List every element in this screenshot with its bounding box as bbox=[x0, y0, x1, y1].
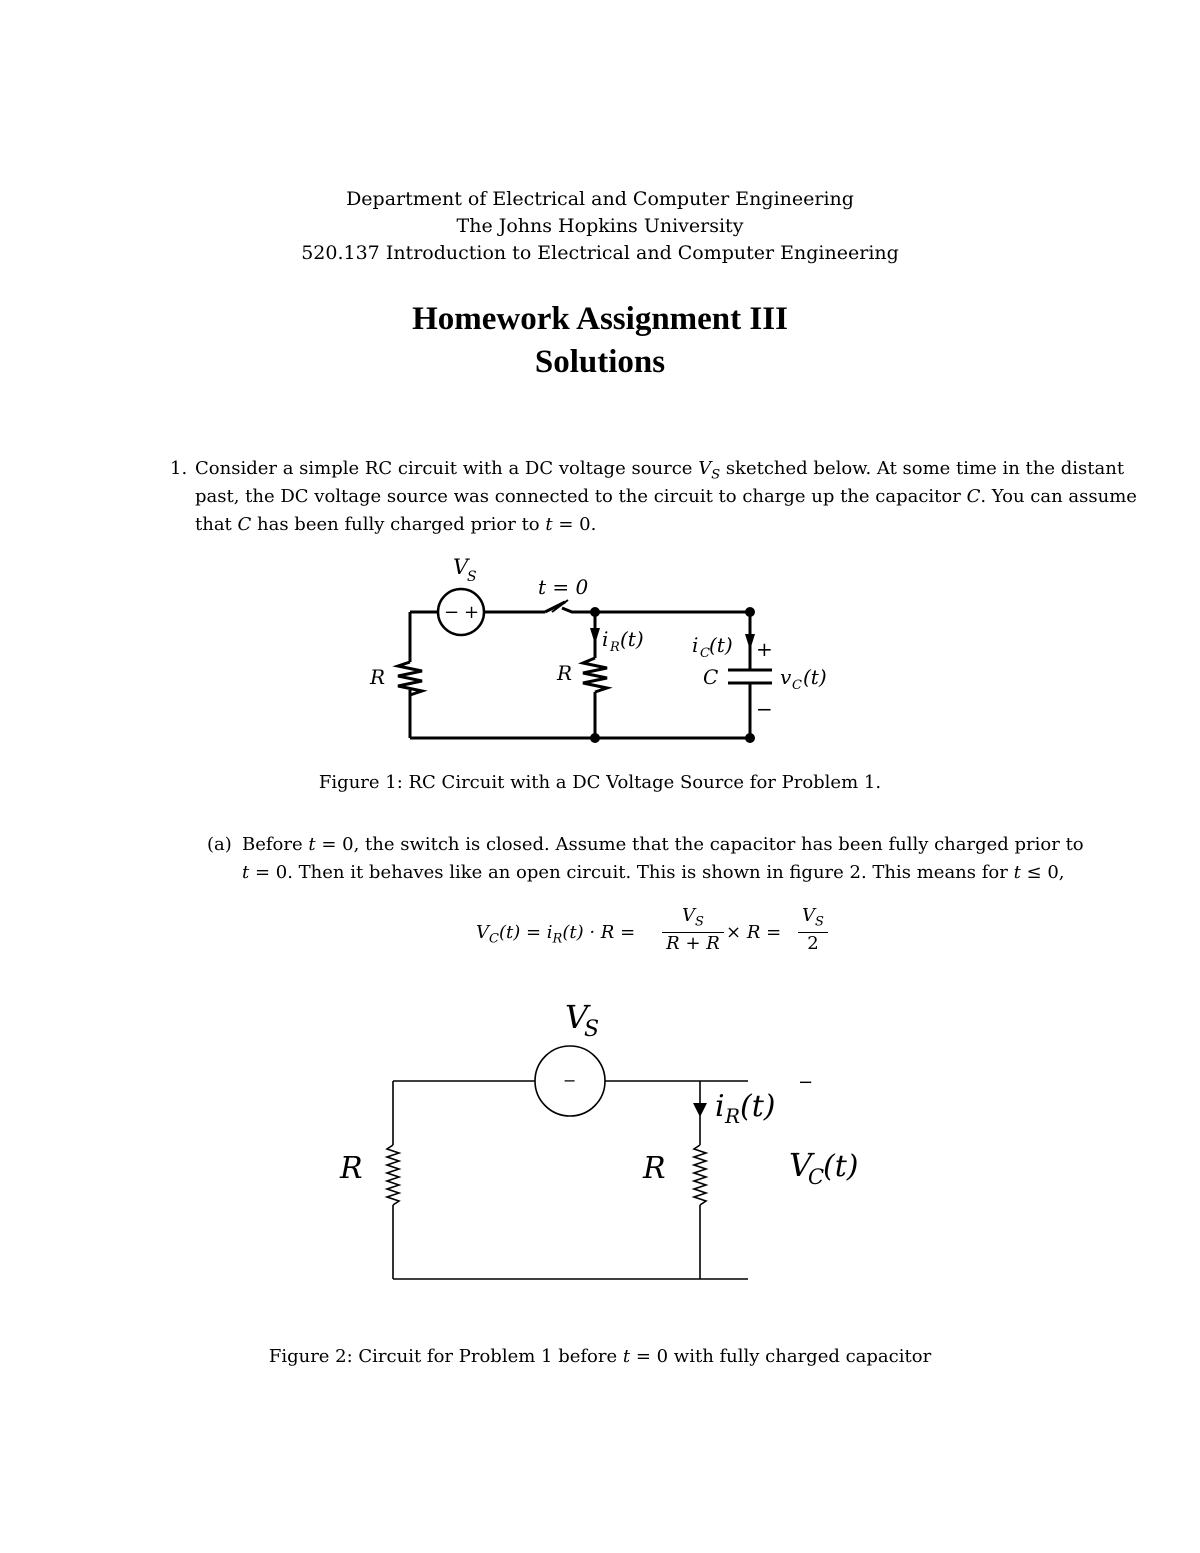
part-a-line2-b: ≤ 0, bbox=[1020, 862, 1065, 883]
fig1-cap-label: C bbox=[703, 665, 719, 689]
fig2-r-mid: R bbox=[643, 1151, 666, 1186]
fig2-ir-label: i bbox=[715, 1089, 725, 1124]
eq-vc-symbol: V bbox=[476, 922, 489, 943]
solutions-title: Solutions bbox=[534, 344, 666, 380]
problem1-line2-b: . You can assume bbox=[980, 486, 1137, 507]
fig1-ic-label: i bbox=[692, 633, 699, 657]
eq-vc-arg: (t) = bbox=[498, 922, 547, 943]
fig2-vs-label: V bbox=[565, 998, 589, 1036]
frac2-num: V bbox=[802, 905, 816, 926]
part-a-line1-b: = 0, the switch is closed. Assume that the capacitor has been fully charged prior to bbox=[315, 834, 1084, 855]
problem1-line3-b: has been fully charged prior to bbox=[251, 514, 546, 535]
fig2-ir-sub: R bbox=[725, 1104, 741, 1128]
part-a-line2-a: = 0. Then it behaves like an open circuit. This is shown in figure 2. This means for bbox=[249, 862, 1014, 883]
node-top-right bbox=[745, 607, 755, 617]
ir-arrow-icon bbox=[590, 628, 600, 644]
fig1-r-mid: R bbox=[557, 661, 573, 685]
fig2-ir-arg: (t) bbox=[740, 1089, 776, 1124]
problem-number: 1. bbox=[170, 458, 188, 479]
fig2-source-minus: − bbox=[563, 1071, 577, 1090]
fig1-ir-sub: R bbox=[610, 640, 620, 655]
source-minus-sign: − bbox=[444, 602, 460, 623]
fig2-caption-time: t bbox=[622, 1346, 631, 1367]
fig2-vc-label: V bbox=[789, 1146, 813, 1184]
fraction1 bbox=[662, 905, 724, 954]
department-line: Department of Electrical and Computer Engineering bbox=[346, 188, 854, 210]
cap-minus-sign: − bbox=[756, 697, 773, 721]
eq-ir-sub: R bbox=[552, 931, 563, 947]
fig2-top-minus: − bbox=[798, 1072, 814, 1093]
eq-ir-arg: (t) · bbox=[562, 922, 601, 943]
part-a-line1 bbox=[242, 831, 1084, 859]
fig1-ic-sub: C bbox=[700, 646, 710, 661]
node-bottom-mid bbox=[590, 733, 600, 743]
problem1-line2 bbox=[195, 483, 1137, 511]
frac2-den: 2 bbox=[798, 932, 828, 954]
capacitor-symbol: C bbox=[966, 486, 981, 507]
problem1-text-b: sketched below. At some time in the distant bbox=[720, 458, 1125, 479]
eq-equals-1: = bbox=[614, 922, 636, 943]
part-a-label: (a) bbox=[207, 834, 232, 855]
source-plus-sign: + bbox=[464, 602, 480, 623]
fig1-vs-label: V bbox=[453, 555, 469, 579]
eq-r1: R bbox=[600, 922, 615, 943]
fig2-vc-arg: (t) bbox=[823, 1149, 859, 1184]
fig2-caption-a: Figure 2: Circuit for Problem 1 before bbox=[268, 1346, 623, 1367]
fraction2 bbox=[798, 905, 828, 954]
fig1-vc-label: v bbox=[780, 665, 792, 689]
ic-arrow-icon bbox=[745, 634, 755, 650]
frac1-den: R + R bbox=[662, 932, 724, 954]
figure2-circuit-diagram bbox=[320, 990, 880, 1300]
frac1-num: V bbox=[682, 905, 696, 926]
vs-symbol: V bbox=[698, 458, 712, 479]
equation-lhs bbox=[476, 922, 635, 947]
fig2-caption-b: = 0 with fully charged capacitor bbox=[630, 1346, 932, 1367]
part-a-line1-a: Before bbox=[242, 834, 309, 855]
eq-r2: R bbox=[746, 922, 761, 943]
part-a-time-3: t bbox=[1013, 862, 1021, 883]
problem1-line3 bbox=[195, 511, 596, 539]
figure1-caption: Figure 1: RC Circuit with a DC Voltage Source for Problem 1. bbox=[318, 772, 882, 793]
equation-vc bbox=[476, 905, 836, 961]
fig1-vc-arg: (t) bbox=[803, 665, 827, 689]
figure1-circuit-diagram bbox=[340, 550, 860, 760]
frac2-num-sub: S bbox=[815, 914, 824, 930]
time-symbol: t bbox=[545, 514, 553, 535]
fig1-ic-arg: (t) bbox=[709, 633, 733, 657]
equation-mid bbox=[726, 922, 781, 943]
cap-plus-sign: + bbox=[756, 637, 773, 661]
eq-ir-symbol: i bbox=[546, 922, 553, 943]
fig1-r-left: R bbox=[370, 665, 386, 689]
fig2-r-left: R bbox=[340, 1151, 363, 1186]
part-a-line2 bbox=[242, 859, 1065, 887]
fig2-vs-sub: S bbox=[584, 1017, 600, 1042]
capacitor-symbol-2: C bbox=[237, 514, 252, 535]
switch-label: t = 0 bbox=[538, 575, 589, 599]
problem1-line2-a: past, the DC voltage source was connected to the circuit to charge up the capacitor bbox=[195, 486, 967, 507]
frac1-num-sub: S bbox=[695, 914, 704, 930]
part-a-time: t bbox=[308, 834, 316, 855]
eq-times: × bbox=[726, 922, 747, 943]
node-top-mid bbox=[590, 607, 600, 617]
fig1-vs-sub: S bbox=[467, 569, 477, 585]
problem1-line3-a: that bbox=[195, 514, 238, 535]
fig2-ir-arrow-icon bbox=[693, 1103, 707, 1117]
problem1-line3-e: = 0. bbox=[552, 514, 597, 535]
node-bottom-right bbox=[745, 733, 755, 743]
course-line: 520.137 Introduction to Electrical and Computer Engineering bbox=[301, 242, 899, 264]
fig2-vc-sub: C bbox=[808, 1165, 825, 1189]
university-line: The Johns Hopkins University bbox=[456, 215, 744, 237]
fig1-ir-label: i bbox=[602, 627, 609, 651]
part-a-time-2: t bbox=[242, 862, 250, 883]
problem1-text-a: Consider a simple RC circuit with a DC voltage source bbox=[195, 458, 699, 479]
eq-vc-sub: C bbox=[489, 931, 499, 947]
fig1-vc-sub: C bbox=[792, 678, 802, 693]
vs-subscript: S bbox=[711, 467, 721, 483]
assignment-title: Homework Assignment III bbox=[412, 301, 788, 337]
figure2-caption bbox=[0, 1346, 1200, 1367]
eq-equals-2: = bbox=[760, 922, 782, 943]
fig1-ir-arg: (t) bbox=[620, 627, 644, 651]
